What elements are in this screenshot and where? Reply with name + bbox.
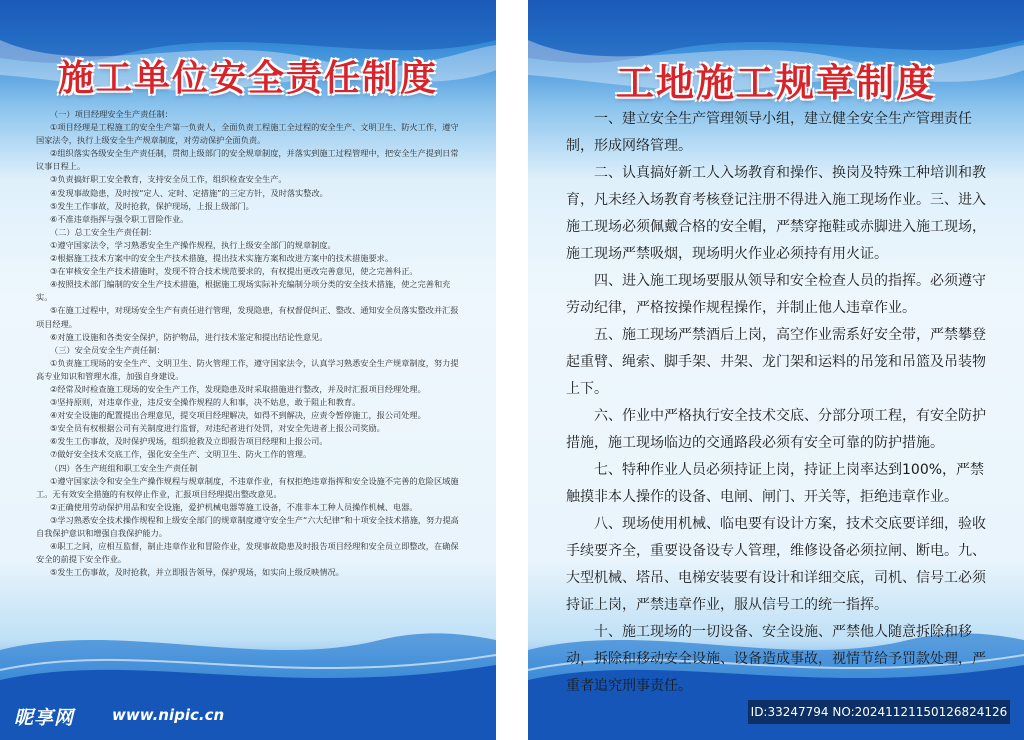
right-poster [528,0,1024,740]
regulation-paragraph: 六、作业中严格执行安全技术交底、分部分项工程，有安全防护措施，施工现场临边的交通路段必须有安全可靠的防护措施。 [566,408,986,451]
right-poster-body [566,106,992,700]
left-poster-title: 施工单位安全责任制度 [57,58,438,99]
responsibility-paragraph: ③坚持原则，对违章作业，违反安全操作规程的人和事，决不姑息，敢于阻止和教育。 [50,397,361,408]
regulation-paragraph: 八、现场使用机械、临电要有设计方案，技术交底要详细，验收手续要齐全，重要设备设专人管理，维修设备必须拉闸、断电。九、大型机械、塔吊、电梯安装要有设计和详细交底，司机、信号工必须持证上岗，严禁违章作业，服从信号工的统一指挥。 [566,516,986,613]
responsibility-paragraph: （一）项目经理安全生产责任制： [50,109,173,119]
right-poster-title: 工地施工规章制度 [615,61,936,105]
nipic-url: www.nipic.cn [112,706,225,724]
responsibility-paragraph: ②正确使用劳动保护用品和安全设施，爱护机械电器等施工设备，不准非本工种人员操作机械、电器。 [50,501,418,512]
responsibility-paragraph: ③在审核安全生产技术措施时，发现不符合技术规范要求的，有权提出更改完善意见，使之完善科正。 [50,266,418,277]
responsibility-paragraph: ②根据施工技术方案中的安全生产技术措施，提出技术实施方案和改进方案中的技术措施要求。 [50,253,394,264]
responsibility-paragraph: ⑥发生工伤事故，及时保护现场，组织抢救及立即报告项目经理和上报公司。 [50,436,328,447]
bottom-wave-decoration [0,610,496,740]
responsibility-paragraph: ⑤安全员有权根据公司有关制度进行监督，对违纪者进行处罚，对安全先进者上报公司奖励。 [50,423,385,434]
responsibility-paragraph: ⑦做好安全技术交底工作，强化安全生产、文明卫生、防火工作的管理。 [50,449,312,460]
responsibility-paragraph: ⑥不准违章指挥与强令职工冒险作业。 [50,213,189,224]
responsibility-paragraph: ①遵守国家法令，学习熟悉安全生产操作规程，执行上级安全部门的规章制度。 [50,239,336,250]
responsibility-paragraph: ④发现事故隐患，及时按“定人、定时、定措施”的三定方针，及时落实整改。 [50,187,328,198]
responsibility-paragraph: ⑤发生工作事故，及时抢救，保护现场，上报上级部门。 [50,200,254,211]
left-poster-body [36,108,464,579]
left-poster [0,0,496,740]
regulation-paragraph: 二、认真搞好新工人入场教育和操作、换岗及特殊工种培训和教育，凡未经入场教育考核登记注册不得进入施工现场作业。三、进入施工现场必须佩戴合格的安全帽，严禁穿拖鞋或赤脚进入施工现场，施工现场严禁吸烟，现场明火作业必须持有用火证。 [566,165,986,262]
responsibility-paragraph: ⑤发生工伤事故，及时抢救，并立即报告领导，保护现场，如实向上级反映情况。 [50,567,344,578]
responsibility-paragraph: ③负责搞好职工安全教育，支持安全员工作，组织检查安全生产。 [50,174,287,185]
responsibility-paragraph: ⑤在施工过程中，对现场安全生产有责任进行管理，发现隐患，有权督促纠正、整改、通知安全员落实整改并汇报项目经理。 [36,305,459,329]
responsibility-paragraph: （二）总工安全生产责任制： [50,226,157,237]
regulation-paragraph: 五、施工现场严禁酒后上岗，高空作业需系好安全带，严禁攀登起重臂、绳索、脚手架、井架、龙门架和运料的吊笼和吊篮及吊装物上下。 [566,327,986,397]
image-id-stamp: ID:33247794 NO:20241121150126824126 [748,700,1010,724]
responsibility-paragraph: ②经常及时检查施工现场的安全生产工作，发现隐患及时采取措施进行整改，并及时汇报项目经理处理。 [50,383,426,394]
responsibility-paragraph: ④职工之间，应相互监督，制止违章作业和冒险作业，发现事故隐患及时报告项目经理和安全员立即整改，在确保安全的前提下安全作业。 [36,541,459,565]
responsibility-paragraph: （四）各生产班组和职工安全生产责任制 [50,462,198,473]
regulation-paragraph: 七、特种作业人员必须持证上岗，持证上岗率达到100%，严禁触摸非本人操作的设备、电闸、闸门、开关等，拒绝违章作业。 [566,462,985,505]
regulation-paragraph: 四、进入施工现场要服从领导和安全检查人员的指挥。必须遵守劳动纪律，严格按操作规程操作，并制止他人违章作业。 [566,273,986,316]
responsibility-paragraph: ①负责施工现场的安全生产、文明卫生、防火管理工作，遵守国家法令，认真学习熟悉安全生产规章制度，努力提高专业知识和管理水准，加强自身建设。 [36,357,459,381]
responsibility-paragraph: ①项目经理是工程施工的安全生产第一负责人，全面负责工程施工全过程的安全生产、文明卫生、防火工作，遵守国家法令，执行上级安全生产规章制度，对劳动保护全面负责。 [36,122,459,146]
responsibility-paragraph: ④对安全设施的配置提出合理意见，提交项目经理解决，如得不到解决，应责令暂停施工，报公司处理。 [50,410,426,421]
responsibility-paragraph: ②组织落实各级安全生产责任制，贯彻上级部门的安全规章制度，并落实到施工过程管理中，把安全生产提到日常议事日程上。 [36,148,459,172]
responsibility-paragraph: ④按照技术部门编制的安全生产技术措施，根据施工现场实际补充编制分项分类的安全技术措施，使之完善和充实。 [36,279,451,303]
regulation-paragraph: 十、施工现场的一切设备、安全设施、严禁他人随意拆除和移动，拆除和移动安全设施、设备造成事故，视情节给予罚款处理，严重者追究刑事责任。 [566,624,986,694]
responsibility-paragraph: ①遵守国家法令和安全生产操作规程与规章制度，不违章作业，有权拒绝违章指挥和安全设施不完善的危险区域施工。无有效安全措施的有权停止作业，汇报项目经理提出整改意见。 [36,475,459,499]
regulation-paragraph: 一、建立安全生产管理领导小组，建立健全安全生产管理责任制，形成网络管理。 [566,111,972,154]
responsibility-paragraph: ⑥对施工设施和各类安全保护，防护物品，进行技术鉴定和提出结论性意见。 [50,331,328,342]
responsibility-paragraph: ③学习熟悉安全技术操作规程和上级安全部门的规章制度遵守安全生产“六大纪律”和十项安全技术措施，努力提高自我保护意识和增强自我保护能力。 [36,514,459,538]
responsibility-paragraph: （三）安全员安全生产责任制： [50,344,165,355]
nipic-logo: 昵享网 [14,707,75,729]
